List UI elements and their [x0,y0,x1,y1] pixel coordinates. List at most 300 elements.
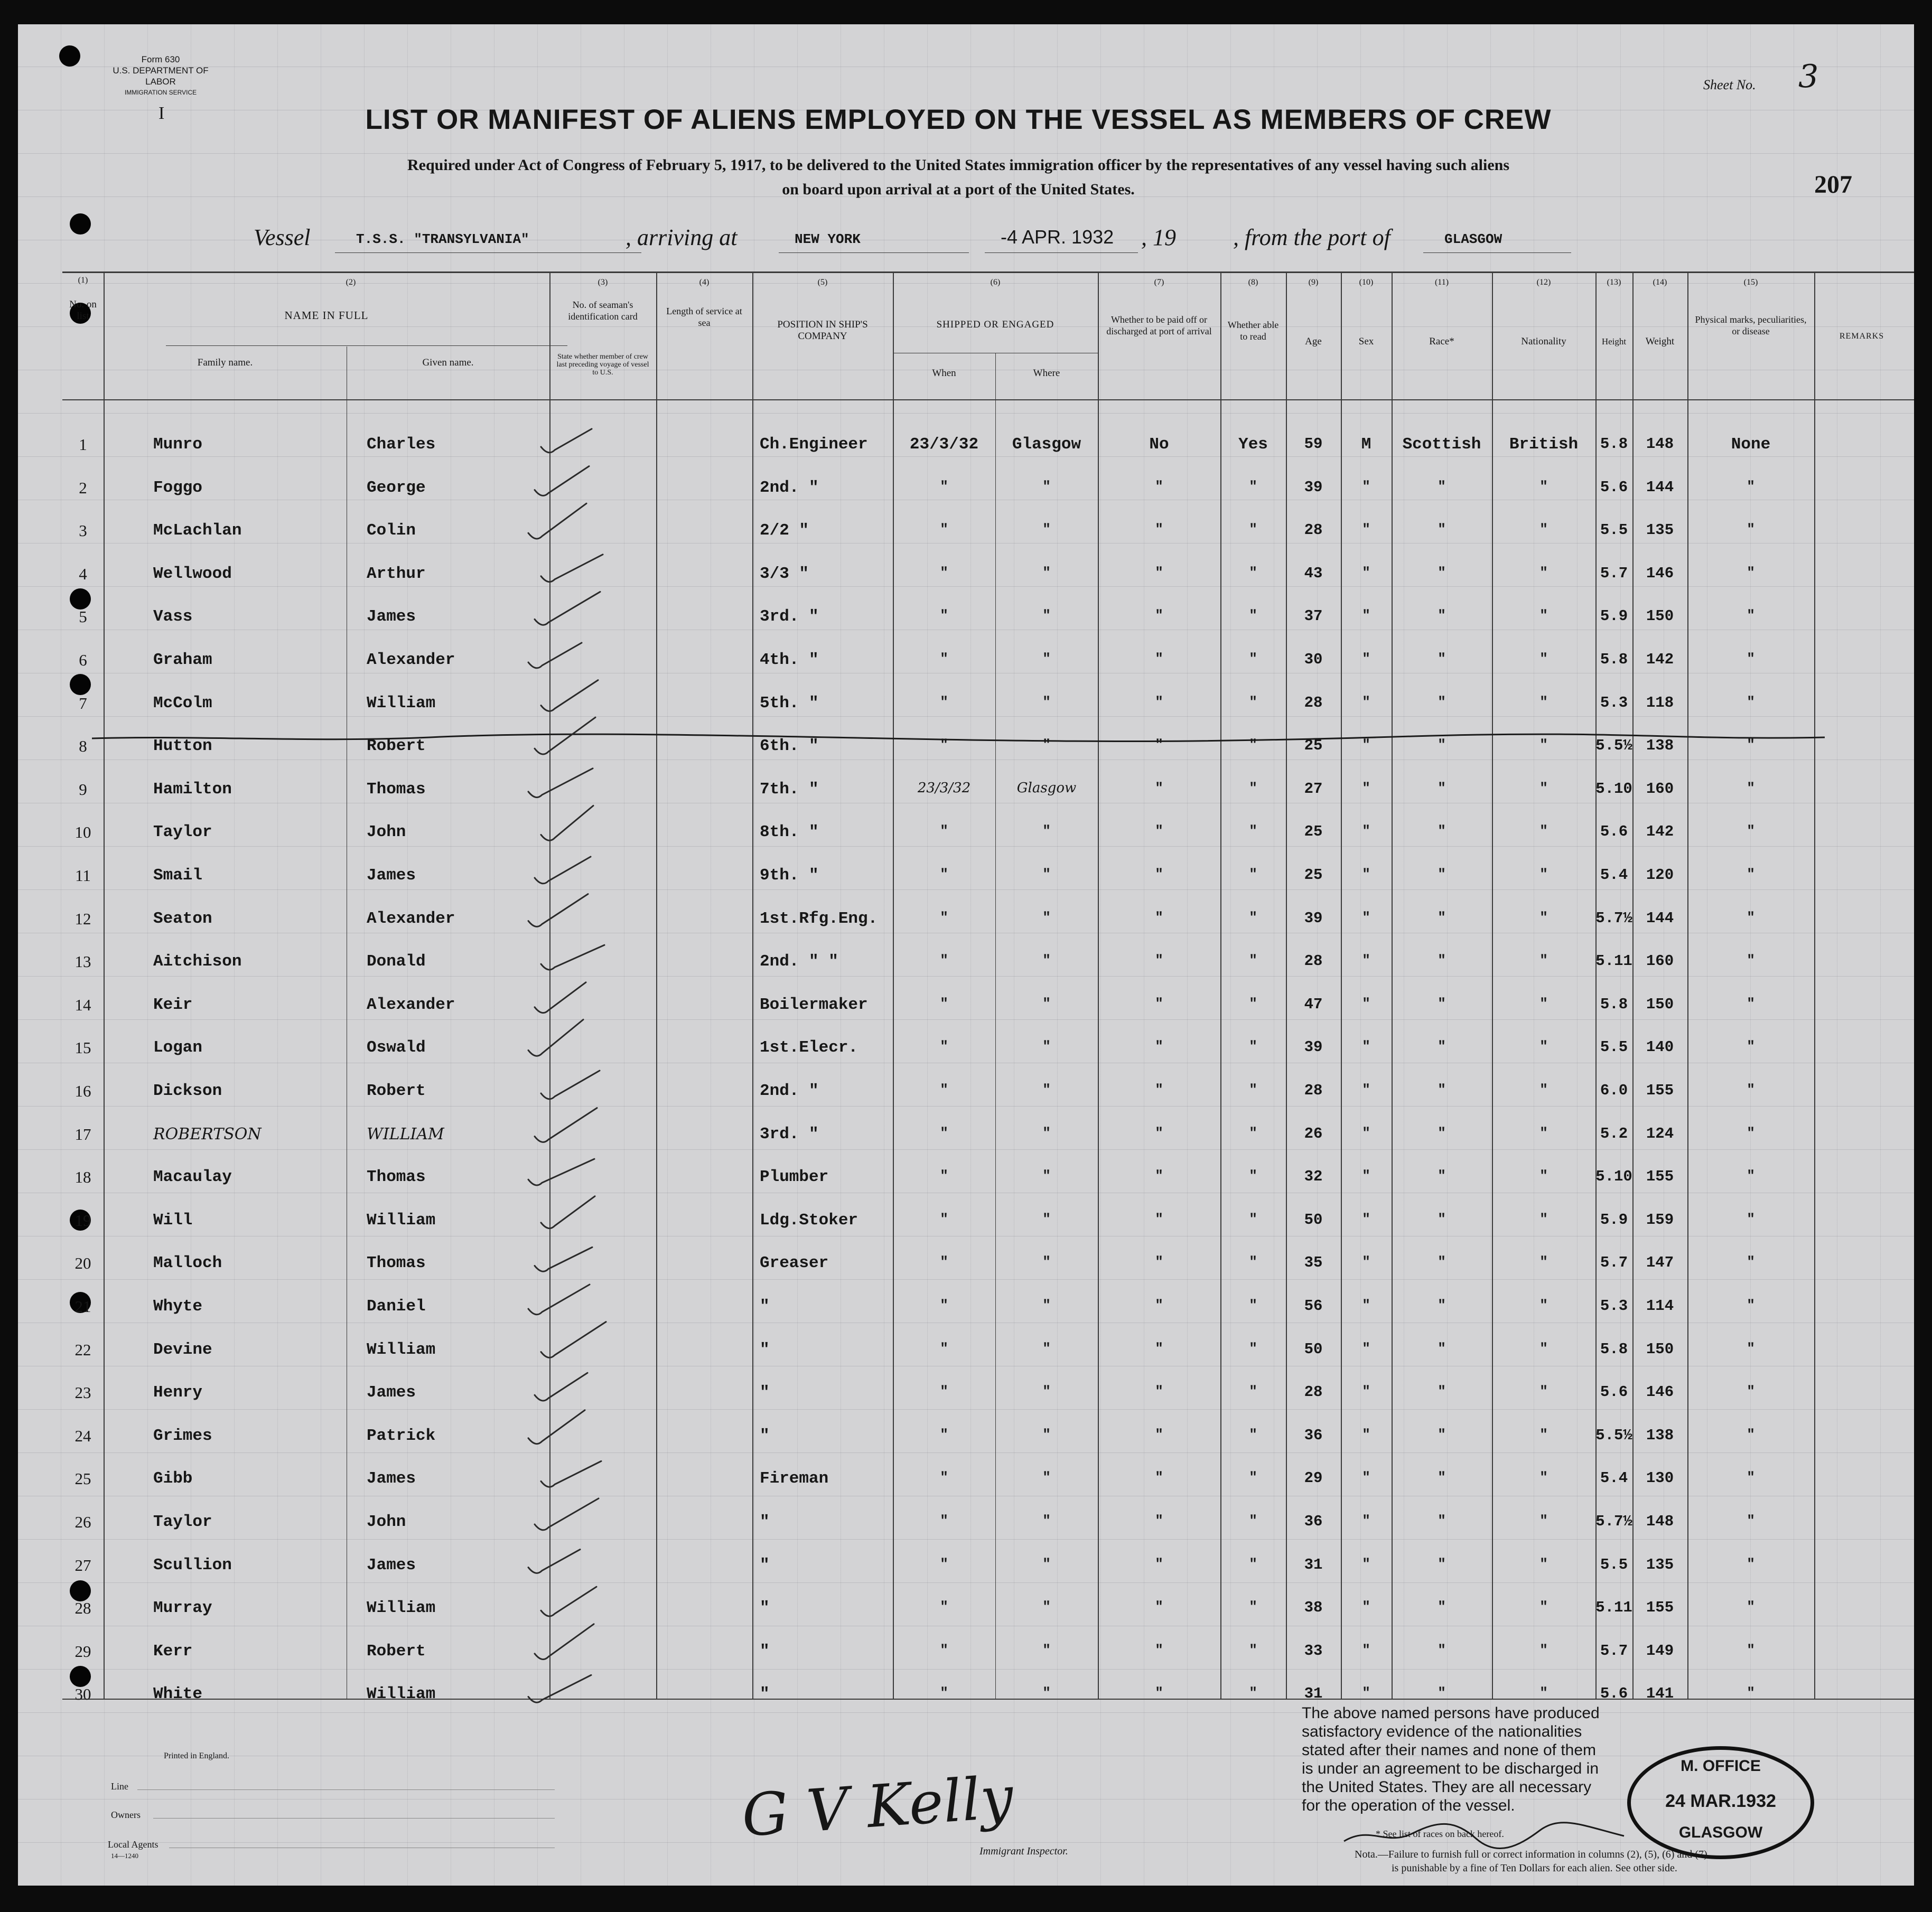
cell-age: 27 [1304,780,1323,798]
cell-paid: " [1155,823,1163,839]
stamp-bottom: GLASGOW [1678,1824,1763,1841]
cell-family: Gibb [153,1469,193,1488]
cell-height: 5.4 [1600,866,1628,884]
cell-race: " [1438,1297,1446,1313]
cell-nationality: " [1539,1469,1548,1486]
cell-where: " [1042,823,1051,839]
check-mark [541,945,604,970]
cell-nationality: " [1539,1297,1548,1313]
cell-given: Charles [367,435,436,454]
cell-when: " [940,1383,948,1400]
cell-sex: " [1362,521,1370,538]
cell-given: Thomas [367,1254,426,1273]
cell-position: 3/3 " [760,564,809,583]
cell-weight: 148 [1646,1513,1674,1530]
cell-sex: " [1362,693,1370,710]
cell-height: 5.5 [1600,1038,1628,1056]
cell-read: " [1249,1211,1257,1227]
cell-family: Wellwood [153,564,232,583]
cell-weight: 142 [1646,651,1674,668]
check-mark [541,1196,595,1229]
cell-age: 28 [1304,1383,1323,1401]
cell-race: " [1438,607,1446,624]
stamp-date: 24 MAR.1932 [1665,1791,1776,1811]
cell-when: " [940,1211,948,1227]
cell-given: WILLIAM [367,1124,444,1144]
cell-marks: " [1747,607,1755,624]
cell-given: William [367,693,436,713]
cell-sex: " [1362,1685,1370,1701]
cell-paid: " [1155,521,1163,538]
cell-read: " [1249,737,1257,753]
cell-height: 5.5½ [1595,1426,1632,1444]
cell-no: 7 [79,693,87,713]
cell-sex: " [1362,607,1370,624]
cell-where: " [1042,564,1051,580]
cell-marks: " [1747,1297,1755,1313]
cell-sex: " [1362,1642,1370,1658]
cell-paid: " [1155,1124,1163,1141]
cell-when: 23/3/32 [909,435,979,454]
cell-age: 32 [1304,1168,1323,1186]
cell-where: Glasgow [1012,435,1081,454]
header-race: Race* [1429,336,1454,347]
cell-position: " [760,1685,770,1704]
cell-nationality: " [1539,1124,1548,1141]
cell-where: Glasgow [1016,780,1077,796]
cell-height: 5.7 [1600,1254,1628,1272]
cell-given: Robert [367,1082,426,1100]
cell-paid: " [1155,1426,1163,1442]
subtitle-1: Required under Act of Congress of February 5, 1917, to be delivered to the United States immigration officer by the representatives of any vessel having such aliens [407,156,1509,174]
cell-where: " [1042,1685,1051,1701]
check-mark [528,643,582,668]
cell-given: John [367,823,406,842]
cell-position: Fireman [760,1469,829,1488]
cell-read: " [1249,1340,1257,1356]
cell-when: " [940,1254,948,1270]
cell-where: " [1042,1642,1051,1658]
cell-nationality: " [1539,651,1548,667]
cell-age: 25 [1304,866,1323,884]
cell-paid: " [1155,651,1163,667]
cell-weight: 150 [1646,607,1674,625]
cell-given: George [367,478,426,497]
cell-no: 17 [74,1124,91,1144]
cell-given: Alexander [367,995,455,1014]
cell-height: 5.7 [1600,564,1628,582]
column-number: (5) [817,278,828,287]
cell-paid: " [1155,1599,1163,1615]
cell-where: " [1042,866,1051,882]
column-number: (12) [1536,278,1551,287]
cell-no: 1 [79,435,87,454]
cell-where: " [1042,1469,1051,1486]
cell-no: 23 [74,1383,91,1402]
column-number: (1) [78,276,88,285]
cell-when: " [940,651,948,667]
cell-sex: " [1362,909,1370,925]
cell-read: " [1249,1168,1257,1184]
cell-race: " [1438,1685,1446,1701]
cell-when: " [940,1426,948,1442]
cell-height: 5.8 [1600,1340,1628,1358]
cell-marks: " [1747,1642,1755,1658]
cell-family: McColm [153,693,212,713]
cell-where: " [1042,995,1051,1011]
cell-paid: " [1155,866,1163,882]
cell-given: Alexander [367,651,455,669]
check-mark [535,1108,597,1142]
cell-nationality: " [1539,909,1548,925]
cell-weight: 114 [1646,1297,1674,1315]
cell-read: " [1249,866,1257,882]
cell-position: " [760,1555,770,1574]
inspector-signature: G V Kelly [740,1763,1015,1850]
cell-family: Taylor [153,823,212,842]
footnote: * See list of races on back hereof. [1376,1829,1504,1839]
cell-where: " [1042,1297,1051,1313]
cell-where: " [1042,1383,1051,1400]
check-mark [535,1498,599,1530]
cell-weight: 150 [1646,995,1674,1013]
cell-sex: " [1362,1513,1370,1529]
cell-sex: M [1361,435,1371,454]
cell-read: " [1249,651,1257,667]
cell-age: 47 [1304,995,1323,1013]
cell-position: " [760,1340,770,1359]
cell-no: 13 [74,952,91,971]
cell-race: " [1438,1168,1446,1184]
page-number: 207 [1814,171,1852,199]
cell-height: 5.5½ [1595,737,1632,755]
cell-where: " [1042,693,1051,710]
check-mark [528,894,588,927]
cell-age: 30 [1304,651,1323,668]
nota-line-1: Nota.—Failure to furnish full or correct information in columns (2), (5), (6) and (7) [1355,1849,1707,1860]
cell-height: 5.5 [1600,1555,1628,1573]
declaration-line: for the operation of the vessel. [1302,1797,1515,1814]
cell-marks: " [1747,651,1755,667]
cell-age: 43 [1304,564,1323,582]
cell-race: " [1438,1254,1446,1270]
cell-when: " [940,564,948,580]
cell-family: Devine [153,1340,212,1359]
cell-no: 8 [79,737,87,756]
cell-where: " [1042,1211,1051,1227]
cell-family: Dickson [153,1082,222,1100]
cell-age: 59 [1304,435,1323,453]
cell-read: " [1249,823,1257,839]
cell-read: " [1249,1383,1257,1400]
corner-mark: I [158,104,165,123]
cell-given: Patrick [367,1426,436,1445]
cell-marks: " [1747,564,1755,580]
cell-nationality: " [1539,564,1548,580]
cell-position: " [760,1297,770,1316]
cell-no: 28 [74,1599,91,1618]
cell-height: 5.5 [1600,521,1628,539]
cell-sex: " [1362,737,1370,753]
cell-no: 30 [74,1685,91,1704]
cell-where: " [1042,521,1051,538]
local-agents-label: Local Agents [108,1839,158,1850]
cell-sex: " [1362,1082,1370,1098]
column-number: (15) [1743,278,1758,287]
cell-paid: " [1155,564,1163,580]
cell-position: 2nd. " [760,478,819,497]
cell-where: " [1042,1082,1051,1098]
cell-given: Thomas [367,1168,426,1187]
column-number: (2) [346,278,356,287]
cell-paid: " [1155,995,1163,1011]
cell-marks: " [1747,1038,1755,1055]
cell-age: 39 [1304,909,1323,927]
cell-marks: " [1747,1426,1755,1442]
cell-no: 15 [74,1038,91,1057]
cell-no: 25 [74,1469,91,1488]
cell-marks: " [1747,1599,1755,1615]
cell-position: 8th. " [760,823,819,842]
cell-age: 39 [1304,478,1323,496]
cell-height: 5.10 [1595,1168,1632,1186]
header-family-name: Family name. [197,357,253,368]
cell-position: " [760,1599,770,1618]
cell-when: " [940,1340,948,1356]
cell-marks: " [1747,866,1755,882]
cell-race: " [1438,1469,1446,1486]
cell-marks: " [1747,909,1755,925]
cell-given: James [367,1469,416,1488]
cell-race: " [1438,564,1446,580]
cell-paid: " [1155,1168,1163,1184]
cell-read: " [1249,1082,1257,1098]
header-height: Height [1601,336,1627,346]
rule [153,1818,555,1819]
cell-race: " [1438,995,1446,1011]
cell-family: Seaton [153,909,212,928]
cell-when: " [940,478,948,494]
cell-given: Alexander [367,909,455,928]
cell-read: " [1249,1297,1257,1313]
cell-read: " [1249,1642,1257,1658]
cell-paid: " [1155,780,1163,796]
cell-paid: " [1155,1254,1163,1270]
cell-age: 50 [1304,1340,1323,1358]
cell-sex: " [1362,1038,1370,1055]
cell-read: " [1249,1469,1257,1486]
cell-paid: " [1155,1082,1163,1098]
cell-height: 5.3 [1600,693,1628,711]
date-stamp: -4 APR. 1932 [1001,226,1114,248]
column-number: (4) [699,278,710,287]
cell-height: 5.3 [1600,1297,1628,1315]
cell-paid: " [1155,1340,1163,1356]
cell-nationality: " [1539,1082,1548,1098]
cell-position: " [760,1513,770,1531]
check-mark [528,1159,594,1185]
cell-paid: " [1155,1642,1163,1658]
cell-nationality: " [1539,1211,1548,1227]
cell-when: " [940,995,948,1011]
cell-no: 3 [79,521,87,540]
cell-position: Greaser [760,1254,829,1273]
declaration [1302,1704,1682,1815]
check-mark [528,503,586,539]
cell-given: Robert [367,1642,426,1661]
cell-sex: " [1362,823,1370,839]
check-mark [541,555,603,582]
cell-when: " [940,1297,948,1313]
cell-when: " [940,823,948,839]
stamp-top: M. OFFICE [1681,1757,1761,1775]
cell-nationality: " [1539,1642,1548,1658]
header-id-card-note: State whether member of crew last preceding voyage of vessel to U.S. [556,353,649,377]
cell-marks: " [1747,693,1755,710]
cell-weight: 150 [1646,1340,1674,1358]
cell-age: 50 [1304,1211,1323,1229]
cell-height: 5.11 [1595,952,1632,970]
cell-given: Arthur [367,564,426,583]
cell-sex: " [1362,478,1370,494]
cell-race: " [1438,1599,1446,1615]
cell-no: 24 [74,1426,91,1445]
cell-weight: 135 [1646,1555,1674,1573]
check-mark [535,1624,594,1660]
cell-weight: 118 [1646,693,1674,711]
cell-where: " [1042,1124,1051,1141]
cell-read: " [1249,607,1257,624]
cell-race: " [1438,909,1446,925]
declaration-line: The above named persons have produced [1302,1704,1600,1722]
cell-where: " [1042,478,1051,494]
cell-paid: No [1149,435,1169,454]
cell-race: " [1438,1082,1446,1098]
check-mark [535,1247,592,1271]
cell-no: 4 [79,564,87,583]
form-code: 14—1240 [111,1852,138,1860]
cell-race: " [1438,780,1446,796]
cell-height: 5.8 [1600,995,1628,1013]
cell-when: " [940,1124,948,1141]
cell-position: 4th. " [760,651,819,669]
cell-position: Ch.Engineer [760,435,868,454]
check-mark [541,1322,606,1358]
cell-height: 5.7½ [1595,909,1632,927]
cell-age: 26 [1304,1124,1323,1142]
header-no-on-list: No. on list [69,299,97,322]
declaration-line: stated after their names and none of them [1302,1741,1597,1759]
cell-race: " [1438,1642,1446,1658]
cell-marks: " [1747,1211,1755,1227]
cell-nationality: " [1539,1254,1548,1270]
cell-when: " [940,737,948,753]
cell-weight: 155 [1646,1599,1674,1617]
cell-weight: 146 [1646,1383,1674,1401]
cell-when: " [940,1599,948,1615]
cell-marks: " [1747,952,1755,969]
cell-where: " [1042,1513,1051,1529]
cell-weight: 144 [1646,909,1674,927]
cell-sex: " [1362,1555,1370,1572]
cell-weight: 149 [1646,1642,1674,1660]
cell-weight: 159 [1646,1211,1674,1229]
check-mark [541,1461,601,1487]
check-mark [528,1550,580,1573]
cell-no: 9 [79,780,87,799]
cell-sex: " [1362,1599,1370,1615]
cell-where: " [1042,1038,1051,1055]
cell-read: " [1249,1599,1257,1615]
cell-height: 5.8 [1600,651,1628,668]
cell-marks: " [1747,1555,1755,1572]
cell-weight: 124 [1646,1124,1674,1142]
cell-age: 25 [1304,737,1323,755]
cell-given: James [367,866,416,885]
cell-nationality: British [1509,435,1579,454]
check-mark [535,857,591,884]
cell-given: John [367,1513,406,1531]
cell-paid: " [1155,737,1163,753]
cell-given: Daniel [367,1297,426,1316]
cell-when: " [940,1555,948,1572]
check-mark [541,805,593,840]
column-number: (9) [1308,278,1319,287]
cell-no: 5 [79,607,87,626]
cell-weight: 144 [1646,478,1674,496]
cell-read: " [1249,909,1257,925]
cell-family: Aitchison [153,952,242,971]
cell-position: 3rd. " [760,607,819,626]
cell-position: Plumber [760,1168,829,1187]
check-mark [535,592,600,625]
cell-family: Will [153,1211,193,1230]
cell-height: 6.0 [1600,1082,1628,1099]
cell-position: 7th. " [760,780,819,799]
cell-paid: " [1155,1383,1163,1400]
header-nationality: Nationality [1521,336,1566,347]
cell-sex: " [1362,952,1370,969]
cell-position: " [760,1426,770,1445]
cell-family: Taylor [153,1513,212,1531]
check-mark [528,1675,591,1702]
cell-read: " [1249,1555,1257,1572]
cell-nationality: " [1539,607,1548,624]
printed-in-england: Printed in England. [164,1751,229,1760]
cell-nationality: " [1539,1685,1548,1701]
check-mark [535,466,589,496]
check-mark [528,768,593,798]
cell-given: James [367,1383,416,1402]
cell-family: Hutton [153,737,212,756]
cell-nationality: " [1539,995,1548,1011]
cell-family: Keir [153,995,193,1014]
check-marks [18,24,1914,1820]
cell-sex: " [1362,564,1370,580]
cell-family: Whyte [153,1297,203,1316]
cell-age: 38 [1304,1599,1323,1617]
cell-given: Thomas [367,780,426,799]
cell-age: 28 [1304,1082,1323,1099]
cell-race: " [1438,1124,1446,1141]
vessel-label: Vessel [254,224,311,250]
sheet-label: Sheet No. [1703,77,1756,92]
cell-no: 20 [74,1254,91,1273]
cell-height: 5.6 [1600,1685,1628,1703]
from-port-label: , from the port of [1233,224,1390,250]
cell-paid: " [1155,693,1163,710]
cell-nationality: " [1539,1599,1548,1615]
